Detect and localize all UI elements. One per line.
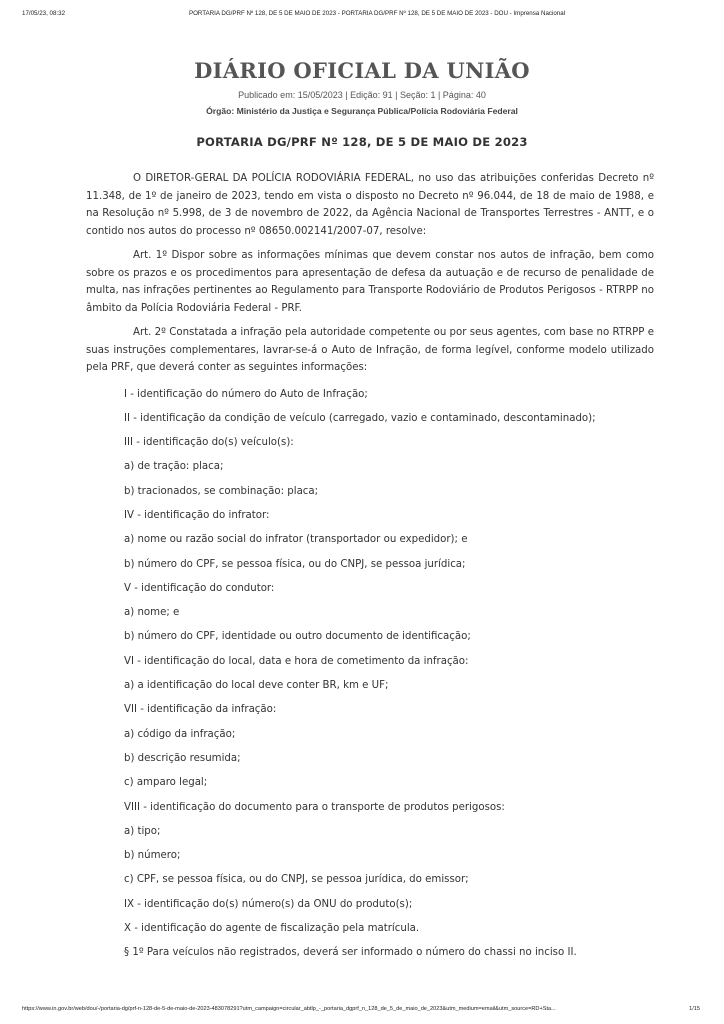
list-item: V - identificação do condutor: (124, 582, 275, 594)
list-item: VI - identificação do local, data e hora de cometimento da infração: (124, 655, 469, 667)
list-item: c) amparo legal; (124, 777, 208, 789)
list-item: X - identificação do agente de fiscalização pela matrícula. (124, 923, 420, 935)
list-item: a) tipo; (124, 825, 161, 837)
list-item: b) número do CPF, identidade ou outro documento de identificação; (124, 631, 471, 643)
article-1-paragraph: Art. 1º Dispor sobre as informações mínimas que devem constar nos autos de infração, bem como sobre os prazos e os procedimentos para apresentação de defesa da autuação e de recurso de penalidade de multa, nas infrações pertinentes ao Regulamento para Transporte Rodoviário de Produtos Perigosos - RTRPP no âmbito da Polícia Rodoviária Federal - PRF. (86, 250, 654, 314)
page-indicator: 1/15 (689, 1006, 700, 1012)
list-item: II - identificação da condição de veículo (carregado, vazio e contaminado, descontaminado); (124, 412, 596, 424)
journal-title: DIÁRIO OFICIAL DA UNIÃO (194, 58, 530, 83)
list-item: b) descrição resumida; (124, 752, 241, 764)
list-item: IX - identificação do(s) número(s) da ONU do produto(s); (124, 898, 413, 910)
list-item: IV - identificação do infrator: (124, 509, 270, 521)
document-title: PORTARIA DG/PRF Nº 128, DE 5 DE MAIO DE 2023 (196, 135, 528, 149)
publication-info: Publicado em: 15/05/2023 | Edição: 91 | Seção: 1 | Página: 40 (238, 90, 486, 100)
list-item: b) número; (124, 850, 181, 862)
list-item: a) nome ou razão social do infrator (transportador ou expedidor); e (124, 534, 468, 546)
list-item: a) de tração: placa; (124, 461, 224, 473)
print-header (0, 10, 724, 22)
list-item: I - identificação do número do Auto de Infração; (124, 388, 368, 400)
list-item: a) nome; e (124, 607, 180, 619)
list-item: § 1º Para veículos não registrados, deverá ser informado o número do chassi no inciso II. (124, 947, 577, 959)
print-url: https://www.in.gov.br/web/dou/-/portaria-dg/prf-n-128-de-5-de-maio-de-2023-483078291?utm_campaign=circular_abtlp_-_portaria_dgprf_n_128_de_5_de_maio_de_2023&utm_medium=email&utm_source=RD+Sta... (22, 1006, 556, 1012)
print-footer (0, 1006, 724, 1018)
article-2-paragraph: Art. 2º Constatada a infração pela autoridade competente ou por seus agentes, com base no RTRPP e suas instruções complementares, lavrar-se-á o Auto de Infração, de forma legível, conforme modelo utilizado pela PRF, que deverá conter as seguintes informações: (86, 327, 654, 373)
print-datetime: 17/05/23, 08:32 (22, 10, 66, 17)
list-item: a) a identificação do local deve conter BR, km e UF; (124, 680, 389, 692)
document-body (86, 170, 654, 969)
orgao: Órgão: Ministério da Justiça e Segurança Pública/Polícia Rodoviária Federal (206, 106, 518, 116)
masthead (0, 58, 724, 116)
list-item: VII - identificação da infração: (124, 704, 277, 716)
print-page-title: PORTARIA DG/PRF Nº 128, DE 5 DE MAIO DE 2023 - PORTARIA DG/PRF Nº 128, DE 5 DE MAIO DE 2023 - DOU - Imprensa Nacional (188, 10, 566, 17)
list-item: VIII - identificação do documento para o transporte de produtos perigosos: (124, 801, 505, 813)
preamble-paragraph: O DIRETOR-GERAL DA POLÍCIA RODOVIÁRIA FEDERAL, no uso das atribuições conferidas Decreto nº 11.348, de 1º de janeiro de 2023, tendo em vista o disposto no Decreto nº 96.044, de 18 de maio de 1988, e na Resolução nº 5.998, de 3 de novembro de 2022, da Agência Nacional de Transportes Terrestres - ANTT, e o contido nos autos do processo nº 08650.002141/2007-07, resolve: (86, 173, 654, 237)
list-item: III - identificação do(s) veículo(s): (124, 437, 294, 449)
list-item: b) número do CPF, se pessoa física, ou do CNPJ, se pessoa jurídica; (124, 558, 466, 570)
list-item: a) código da infração; (124, 728, 236, 740)
list-item: c) CPF, se pessoa física, ou do CNPJ, se pessoa jurídica, do emissor; (124, 874, 469, 886)
list-item: b) tracionados, se combinação: placa; (124, 485, 319, 497)
